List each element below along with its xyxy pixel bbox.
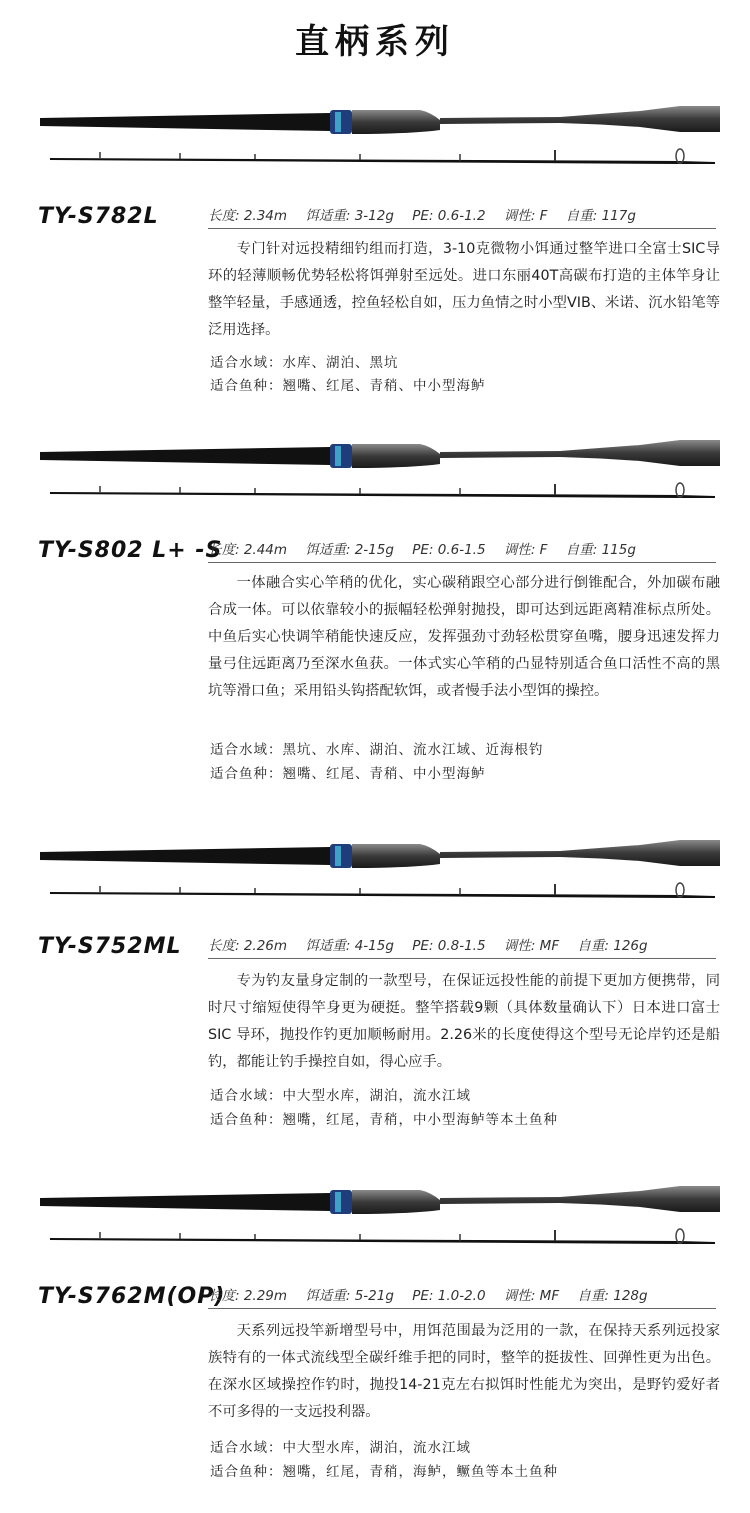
product-description: 专门针对远投精细钓组而打造，3-10克微物小饵通过整竿进口全富士SIC导环的轻薄顺畅优势轻松将饵弹射至远处。进口东丽40T高碳布打造的主体竿身让整竿轻量，手感通透，控鱼轻松自如，压力鱼情之时小型VIB、米诺、沉水铅笔等泛用选择。 [208, 241, 720, 338]
suitable-waters: 适合水域：黑坑、水库、湖泊、流水江域、近海根钓 [210, 742, 544, 758]
product-description: 专为钓友量身定制的一款型号，在保证远投性能的前提下更加方便携带，同时尺寸缩短使得竿身更为硬挺。整竿搭载9颗（具体数量确认下）日本进口富士SIC 导环，抛投作钓更加顺畅耐用。2.26米的长度使得这个型号无论岸钓还是船钓，都能让钓手操控自如，得心应手。 [208, 973, 720, 1070]
spec-action: 调性: MF [503, 1288, 560, 1304]
spec-line [208, 204, 716, 229]
spec-length: 长度: 2.34m [208, 208, 288, 224]
model-name: TY-S752ML [38, 934, 182, 959]
model-name: TY-S782L [38, 204, 159, 229]
spec-action: 调性: MF [503, 938, 560, 954]
spec-action: 调性: F [503, 542, 548, 558]
spec-length: 长度: 2.44m [208, 542, 288, 558]
model-name: TY-S802 L+ -S [38, 538, 223, 563]
product-description: 天系列远投竿新增型号中，用饵范围最为泛用的一款，在保持天系列远投家族特有的一体式流线型全碳纤维手把的同时，整竿的挺拔性、回弹性更为出色。在深水区域操控作钓时，抛投14-21克左右拟饵时性能尤为突出，是野钓爱好者不可多得的一支远投利器。 [208, 1323, 720, 1420]
product-description: 一体融合实心竿稍的优化，实心碳稍跟空心部分进行倒锥配合，外加碳布融合成一体。可以依靠较小的振幅轻松弹射抛投，即可达到远距离精准标点所处。中鱼后实心快调竿稍能快速反应，发挥强劲寸劲轻松贯穿鱼嘴，腰身迅速发挥力量弓住远距离乃至深水鱼获。一体式实心竿稍的凸显特别适合鱼口活性不高的黑坑等滑口鱼；采用铅头钩搭配软饵，或者慢手法小型饵的操控。 [208, 575, 720, 699]
page-title: 直柄系列 [295, 22, 455, 62]
spec-line [208, 538, 716, 563]
suitable-fish: 适合鱼种：翘嘴、红尾、青稍、中小型海鲈 [210, 378, 486, 394]
suitable-waters: 适合水域：水库、湖泊、黑坑 [210, 355, 399, 371]
model-name: TY-S762M(OP) [38, 1284, 226, 1309]
suitable-fish: 适合鱼种：翘嘴，红尾，青稍，海鲈，鳜鱼等本土鱼种 [210, 1464, 558, 1480]
spec-lure-weight: 饵适重: 5-21g [305, 1288, 394, 1304]
spec-length: 长度: 2.29m [208, 1288, 288, 1304]
spec-length: 长度: 2.26m [208, 938, 288, 954]
spec-action: 调性: F [503, 208, 548, 224]
spec-weight: 自重: 126g [577, 938, 648, 954]
spec-line [208, 934, 716, 959]
suitable-fish: 适合鱼种：翘嘴、红尾、青稍、中小型海鲈 [210, 766, 486, 782]
fishing-rod-image [40, 834, 720, 914]
spec-pe: PE: 1.0-2.0 [412, 1288, 486, 1304]
spec-lure-weight: 饵适重: 3-12g [305, 208, 394, 224]
spec-weight: 自重: 117g [565, 208, 636, 224]
spec-weight: 自重: 115g [565, 542, 636, 558]
spec-pe: PE: 0.6-1.2 [412, 208, 486, 224]
fishing-rod-image [40, 100, 720, 180]
suitable-waters: 适合水域：中大型水库，湖泊，流水江域 [210, 1440, 471, 1456]
spec-lure-weight: 饵适重: 2-15g [305, 542, 394, 558]
spec-lure-weight: 饵适重: 4-15g [305, 938, 394, 954]
spec-pe: PE: 0.6-1.5 [412, 542, 486, 558]
spec-pe: PE: 0.8-1.5 [412, 938, 486, 954]
fishing-rod-image [40, 1180, 720, 1260]
suitable-fish: 适合鱼种：翘嘴，红尾，青稍，中小型海鲈等本土鱼种 [210, 1112, 558, 1128]
fishing-rod-image [40, 434, 720, 514]
spec-weight: 自重: 128g [577, 1288, 648, 1304]
suitable-waters: 适合水域：中大型水库，湖泊，流水江域 [210, 1088, 471, 1104]
spec-line [208, 1284, 716, 1309]
